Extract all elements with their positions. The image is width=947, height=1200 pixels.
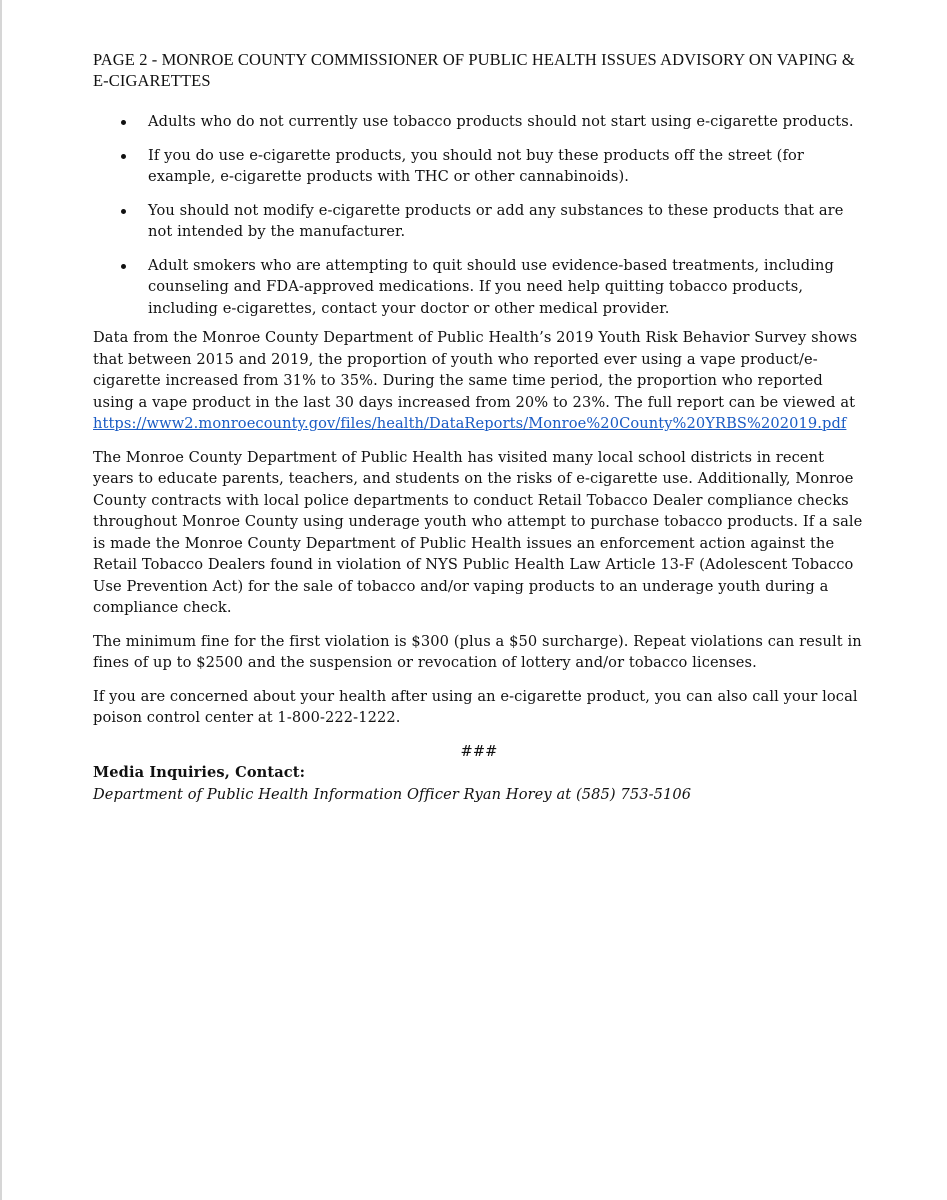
list-item: [93, 111, 865, 133]
fines-paragraph: The minimum fine for the first violation is $300 (plus a $50 surcharge). Repeat violations can result in fines of up to $2500 and the suspension or revocation of lottery and/or tobacco licenses.: [93, 632, 862, 671]
list-item-text: You should not modify e-cigarette products or add any substances to these products that are not intended by the manufacturer.: [148, 201, 844, 240]
list-item-text: Adult smokers who are attempting to quit should use evidence-based treatments, including counseling and FDA-approved medications. If you need help quitting tobacco products, including e-cigarettes, contact your doctor or other medical provider.: [148, 256, 834, 317]
contact-heading: Media Inquiries, Contact:: [93, 764, 306, 781]
list-item-text: If you do use e-cigarette products, you should not buy these products off the street (for example, e-cigarette products with THC or other cannabinoids).: [148, 146, 804, 185]
list-item: [93, 200, 865, 243]
bullet-icon: [121, 154, 126, 159]
contact-line: Department of Public Health Information Officer Ryan Horey at (585) 753-5106: [93, 785, 692, 803]
recommendation-list: [93, 111, 865, 319]
poison-control-paragraph: If you are concerned about your health after using an e-cigarette product, you can also call your local poison control center at 1-800-222-1222.: [93, 687, 858, 726]
end-mark: ###: [460, 742, 498, 760]
bullet-icon: [121, 264, 126, 269]
survey-text: Data from the Monroe County Department of Public Health’s 2019 Youth Risk Behavior Survey shows that between 2015 and 2019, the proportion of youth who reported ever using a vape product/e-cigarette increased from 31% to 35%. During the same time period, the proportion who reported using a vape product in the last 30 days increased from 20% to 23%. The full report can be viewed at: [93, 329, 858, 411]
list-item-text: Adults who do not currently use tobacco products should not start using e-cigarette products.: [148, 113, 854, 130]
page-content: [93, 49, 865, 805]
bullet-icon: [121, 209, 126, 214]
enforcement-paragraph: The Monroe County Department of Public Health has visited many local school districts in recent years to educate parents, teachers, and students on the risks of e-cigarette use. Additionally, Monroe County contracts with local police departments to conduct Retail Tobacco Dealer compliance checks throughout Monroe County using underage youth who attempt to purchase tobacco products. If a sale is made the Monroe County Department of Public Health issues an enforcement action against the Retail Tobacco Dealers found in violation of NYS Public Health Law Article 13-F (Adolescent Tobacco Use Prevention Act) for the sale of tobacco and/or vaping products to an underage youth during a compliance check.: [93, 448, 863, 616]
list-item: [93, 255, 865, 320]
page-header-title: PAGE 2 - MONROE COUNTY COMMISSIONER OF PUBLIC HEALTH ISSUES ADVISORY ON VAPING & E-CIGARETTES: [93, 50, 855, 90]
list-item: [93, 145, 865, 188]
report-link[interactable]: https://www2.monroecounty.gov/files/health/DataReports/Monroe%20County%20YRBS%202019.pdf: [93, 415, 847, 432]
survey-paragraph: [93, 327, 865, 435]
bullet-icon: [121, 120, 126, 125]
